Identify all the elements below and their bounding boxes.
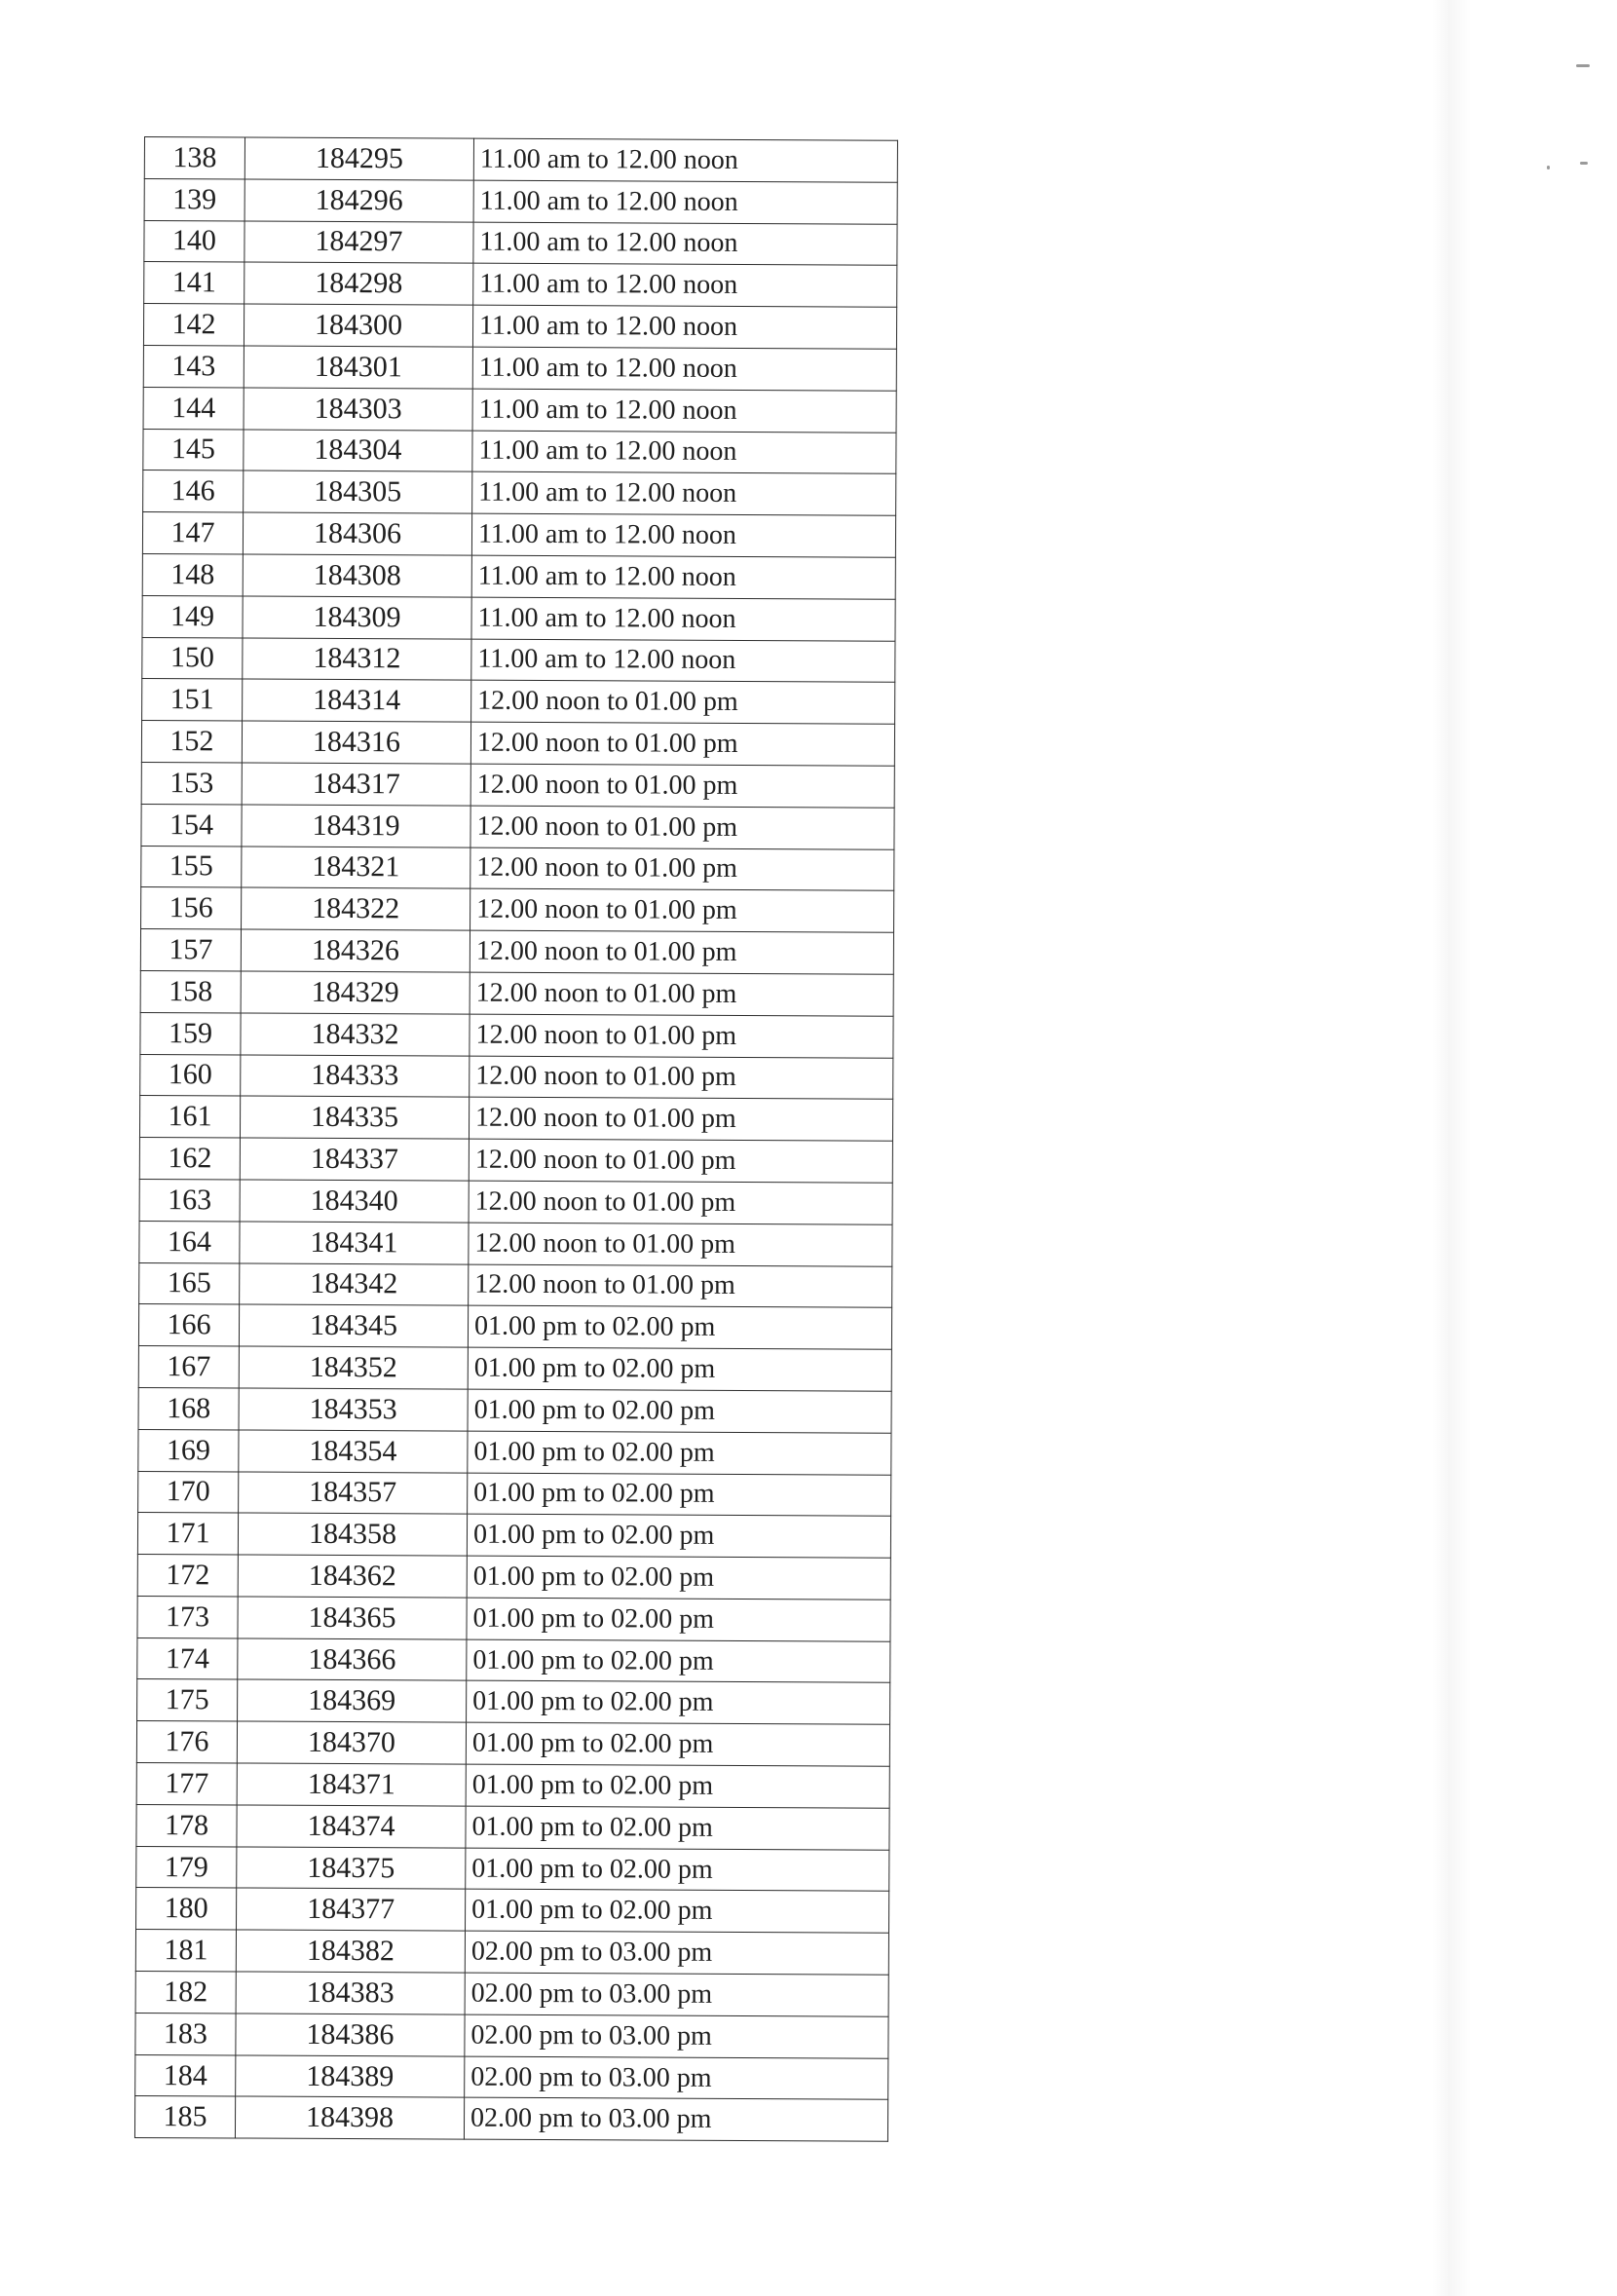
roll-number-cell: 184301 bbox=[244, 346, 472, 389]
roll-number-cell: 184314 bbox=[243, 679, 471, 722]
roll-number-cell: 184304 bbox=[244, 430, 472, 472]
table-row bbox=[135, 1972, 888, 2017]
table-row bbox=[136, 1721, 889, 1767]
serial-number-cell: 159 bbox=[140, 1012, 241, 1054]
serial-number-cell: 146 bbox=[143, 470, 244, 512]
serial-number-cell: 151 bbox=[142, 679, 243, 721]
roll-number-cell: 184300 bbox=[244, 304, 472, 347]
serial-number-cell: 179 bbox=[136, 1846, 237, 1888]
table-row bbox=[138, 1304, 891, 1350]
table-row bbox=[141, 721, 894, 767]
schedule-table-container bbox=[134, 136, 898, 2142]
table-row bbox=[144, 178, 897, 224]
roll-number-cell: 184352 bbox=[239, 1346, 468, 1389]
time-slot-cell: 11.00 am to 12.00 noon bbox=[473, 222, 897, 266]
time-slot-cell: 12.00 noon to 01.00 pm bbox=[469, 1223, 892, 1266]
time-slot-cell: 01.00 pm to 02.00 pm bbox=[466, 1890, 889, 1934]
serial-number-cell: 178 bbox=[136, 1804, 237, 1846]
time-slot-cell: 01.00 pm to 02.00 pm bbox=[466, 1722, 889, 1766]
table-row bbox=[142, 553, 895, 599]
time-slot-cell: 11.00 am to 12.00 noon bbox=[472, 431, 896, 474]
roll-number-cell: 184298 bbox=[244, 262, 473, 305]
roll-number-cell: 184369 bbox=[238, 1679, 467, 1722]
serial-number-cell: 169 bbox=[138, 1429, 239, 1471]
roll-number-cell: 184329 bbox=[241, 971, 470, 1014]
table-row bbox=[137, 1679, 890, 1725]
serial-number-cell: 185 bbox=[134, 2096, 235, 2138]
table-row bbox=[143, 345, 896, 391]
roll-number-cell: 184386 bbox=[236, 2014, 465, 2056]
serial-number-cell: 148 bbox=[142, 553, 243, 595]
roll-number-cell: 184322 bbox=[242, 887, 470, 930]
serial-number-cell: 141 bbox=[144, 262, 244, 304]
serial-number-cell: 157 bbox=[140, 929, 241, 971]
table-row bbox=[139, 1221, 892, 1266]
table-row bbox=[137, 1555, 890, 1600]
serial-number-cell: 150 bbox=[142, 637, 243, 679]
serial-number-cell: 154 bbox=[141, 804, 242, 846]
time-slot-cell: 12.00 noon to 01.00 pm bbox=[470, 972, 893, 1016]
table-row bbox=[139, 1179, 892, 1224]
roll-number-cell: 184354 bbox=[239, 1430, 468, 1473]
table-row bbox=[134, 2096, 887, 2142]
time-slot-cell: 12.00 noon to 01.00 pm bbox=[469, 1264, 892, 1308]
time-slot-cell: 12.00 noon to 01.00 pm bbox=[469, 1139, 892, 1183]
table-row bbox=[140, 929, 893, 975]
time-slot-cell: 12.00 noon to 01.00 pm bbox=[470, 764, 894, 808]
table-row bbox=[136, 1763, 889, 1809]
table-row bbox=[138, 1346, 891, 1392]
time-slot-cell: 12.00 noon to 01.00 pm bbox=[470, 847, 894, 891]
roll-number-cell: 184366 bbox=[238, 1638, 467, 1681]
roll-number-cell: 184309 bbox=[243, 596, 471, 639]
time-slot-cell: 01.00 pm to 02.00 pm bbox=[466, 1848, 889, 1892]
time-slot-cell: 12.00 noon to 01.00 pm bbox=[469, 1097, 892, 1141]
table-row bbox=[137, 1637, 890, 1683]
time-slot-cell: 11.00 am to 12.00 noon bbox=[473, 180, 897, 224]
scan-speck bbox=[1576, 64, 1590, 67]
serial-number-cell: 184 bbox=[135, 2054, 236, 2096]
time-slot-cell: 12.00 noon to 01.00 pm bbox=[470, 930, 893, 974]
roll-number-cell: 184353 bbox=[239, 1388, 468, 1431]
table-row bbox=[139, 1262, 892, 1308]
roll-number-cell: 184333 bbox=[241, 1055, 470, 1098]
roll-number-cell: 184382 bbox=[236, 1930, 465, 1973]
serial-number-cell: 161 bbox=[139, 1096, 240, 1138]
serial-number-cell: 144 bbox=[143, 387, 244, 429]
time-slot-cell: 11.00 am to 12.00 noon bbox=[473, 138, 897, 182]
time-slot-cell: 01.00 pm to 02.00 pm bbox=[466, 1806, 889, 1850]
serial-number-cell: 153 bbox=[141, 762, 242, 804]
roll-number-cell: 184306 bbox=[243, 512, 471, 555]
table-row bbox=[141, 846, 894, 891]
roll-number-cell: 184341 bbox=[240, 1222, 469, 1264]
roll-number-cell: 184365 bbox=[238, 1597, 467, 1639]
serial-number-cell: 176 bbox=[136, 1721, 237, 1763]
table-row bbox=[143, 304, 896, 350]
table-row bbox=[136, 1846, 889, 1892]
roll-number-cell: 184357 bbox=[239, 1471, 468, 1514]
time-slot-cell: 12.00 noon to 01.00 pm bbox=[470, 1014, 893, 1058]
time-slot-cell: 12.00 noon to 01.00 pm bbox=[469, 1181, 892, 1224]
serial-number-cell: 155 bbox=[141, 846, 242, 887]
time-slot-cell: 11.00 am to 12.00 noon bbox=[471, 555, 895, 599]
scan-speck bbox=[1547, 166, 1550, 169]
roll-number-cell: 184383 bbox=[236, 1972, 465, 2014]
table-row bbox=[139, 1096, 892, 1142]
table-row bbox=[143, 470, 896, 516]
roll-number-cell: 184375 bbox=[237, 1847, 466, 1890]
roll-number-cell: 184308 bbox=[243, 554, 471, 597]
roll-number-cell: 184303 bbox=[244, 388, 472, 431]
table-row bbox=[136, 1888, 889, 1934]
table-row bbox=[143, 387, 896, 433]
schedule-table bbox=[134, 136, 898, 2142]
table-row bbox=[144, 262, 897, 308]
roll-number-cell: 184370 bbox=[237, 1721, 466, 1764]
roll-number-cell: 184389 bbox=[236, 2055, 465, 2098]
roll-number-cell: 184358 bbox=[238, 1513, 467, 1556]
time-slot-cell: 01.00 pm to 02.00 pm bbox=[468, 1389, 891, 1433]
serial-number-cell: 177 bbox=[136, 1763, 237, 1805]
roll-number-cell: 184321 bbox=[242, 847, 470, 889]
roll-number-cell: 184305 bbox=[244, 470, 472, 513]
serial-number-cell: 183 bbox=[135, 2013, 236, 2054]
serial-number-cell: 138 bbox=[144, 137, 244, 179]
serial-number-cell: 139 bbox=[144, 178, 244, 220]
roll-number-cell: 184342 bbox=[240, 1263, 469, 1306]
time-slot-cell: 01.00 pm to 02.00 pm bbox=[467, 1639, 890, 1683]
roll-number-cell: 184332 bbox=[241, 1013, 470, 1056]
scan-speck bbox=[1580, 162, 1588, 165]
roll-number-cell: 184345 bbox=[239, 1304, 468, 1347]
table-row bbox=[135, 1930, 888, 1976]
time-slot-cell: 11.00 am to 12.00 noon bbox=[471, 513, 895, 557]
roll-number-cell: 184312 bbox=[243, 638, 471, 681]
table-row bbox=[138, 1387, 891, 1433]
time-slot-cell: 01.00 pm to 02.00 pm bbox=[467, 1681, 890, 1725]
serial-number-cell: 158 bbox=[140, 970, 241, 1012]
table-row bbox=[140, 1054, 893, 1100]
table-row bbox=[142, 637, 895, 683]
roll-number-cell: 184340 bbox=[240, 1180, 469, 1223]
serial-number-cell: 174 bbox=[137, 1637, 238, 1679]
table-row bbox=[137, 1596, 890, 1641]
table-row bbox=[142, 679, 895, 725]
table-row bbox=[140, 970, 893, 1016]
time-slot-cell: 12.00 noon to 01.00 pm bbox=[470, 888, 894, 932]
time-slot-cell: 02.00 pm to 03.00 pm bbox=[464, 2098, 887, 2142]
serial-number-cell: 180 bbox=[136, 1888, 237, 1930]
serial-number-cell: 181 bbox=[135, 1930, 236, 1972]
time-slot-cell: 11.00 am to 12.00 noon bbox=[473, 264, 897, 308]
table-row bbox=[138, 1429, 891, 1475]
time-slot-cell: 01.00 pm to 02.00 pm bbox=[468, 1431, 891, 1475]
serial-number-cell: 172 bbox=[137, 1555, 238, 1597]
roll-number-cell: 184319 bbox=[242, 805, 470, 847]
serial-number-cell: 163 bbox=[139, 1179, 240, 1221]
table-row bbox=[144, 220, 897, 266]
roll-number-cell: 184295 bbox=[244, 137, 473, 180]
serial-number-cell: 167 bbox=[138, 1346, 239, 1388]
serial-number-cell: 152 bbox=[141, 721, 242, 763]
roll-number-cell: 184316 bbox=[242, 721, 470, 764]
serial-number-cell: 164 bbox=[139, 1221, 240, 1262]
serial-number-cell: 173 bbox=[137, 1596, 238, 1637]
time-slot-cell: 02.00 pm to 03.00 pm bbox=[465, 2014, 888, 2058]
table-row bbox=[141, 887, 894, 933]
serial-number-cell: 170 bbox=[138, 1471, 239, 1513]
roll-number-cell: 184335 bbox=[240, 1096, 469, 1139]
table-row bbox=[142, 595, 895, 641]
time-slot-cell: 11.00 am to 12.00 noon bbox=[472, 389, 896, 433]
serial-number-cell: 162 bbox=[139, 1138, 240, 1180]
serial-number-cell: 142 bbox=[143, 304, 244, 346]
serial-number-cell: 168 bbox=[138, 1387, 239, 1429]
table-row bbox=[143, 429, 896, 474]
time-slot-cell: 12.00 noon to 01.00 pm bbox=[470, 806, 894, 849]
time-slot-cell: 12.00 noon to 01.00 pm bbox=[471, 681, 895, 725]
time-slot-cell: 02.00 pm to 03.00 pm bbox=[465, 2056, 888, 2100]
table-row bbox=[140, 1012, 893, 1058]
serial-number-cell: 143 bbox=[143, 345, 244, 387]
roll-number-cell: 184371 bbox=[237, 1763, 466, 1806]
time-slot-cell: 02.00 pm to 03.00 pm bbox=[465, 1973, 888, 2016]
time-slot-cell: 11.00 am to 12.00 noon bbox=[472, 472, 896, 516]
roll-number-cell: 184317 bbox=[242, 763, 470, 806]
time-slot-cell: 11.00 am to 12.00 noon bbox=[471, 597, 895, 641]
time-slot-cell: 02.00 pm to 03.00 pm bbox=[465, 1931, 888, 1975]
serial-number-cell: 140 bbox=[144, 220, 244, 262]
table-row bbox=[135, 2054, 888, 2100]
table-row bbox=[138, 1471, 891, 1517]
table-row bbox=[141, 762, 894, 808]
time-slot-cell: 01.00 pm to 02.00 pm bbox=[467, 1514, 890, 1558]
roll-number-cell: 184362 bbox=[238, 1555, 467, 1598]
roll-number-cell: 184398 bbox=[235, 2096, 464, 2139]
time-slot-cell: 11.00 am to 12.00 noon bbox=[472, 305, 896, 349]
time-slot-cell: 12.00 noon to 01.00 pm bbox=[470, 1056, 893, 1100]
time-slot-cell: 01.00 pm to 02.00 pm bbox=[468, 1473, 891, 1517]
serial-number-cell: 175 bbox=[137, 1679, 238, 1721]
time-slot-cell: 01.00 pm to 02.00 pm bbox=[468, 1305, 891, 1349]
roll-number-cell: 184296 bbox=[244, 179, 473, 222]
time-slot-cell: 11.00 am to 12.00 noon bbox=[471, 639, 895, 683]
table-row bbox=[141, 804, 894, 849]
table-row bbox=[139, 1138, 892, 1184]
table-row bbox=[136, 1804, 889, 1850]
table-row bbox=[135, 2013, 888, 2058]
serial-number-cell: 166 bbox=[138, 1304, 239, 1346]
table-row bbox=[142, 512, 895, 558]
roll-number-cell: 184377 bbox=[237, 1888, 466, 1931]
time-slot-cell: 01.00 pm to 02.00 pm bbox=[467, 1556, 890, 1600]
serial-number-cell: 165 bbox=[139, 1262, 240, 1304]
serial-number-cell: 160 bbox=[140, 1054, 241, 1096]
time-slot-cell: 01.00 pm to 02.00 pm bbox=[467, 1598, 890, 1641]
serial-number-cell: 149 bbox=[142, 595, 243, 637]
roll-number-cell: 184326 bbox=[241, 929, 470, 972]
serial-number-cell: 145 bbox=[143, 429, 244, 470]
serial-number-cell: 147 bbox=[142, 512, 243, 554]
table-row bbox=[137, 1513, 890, 1559]
time-slot-cell: 12.00 noon to 01.00 pm bbox=[470, 722, 894, 766]
schedule-table-body bbox=[134, 137, 897, 2142]
roll-number-cell: 184297 bbox=[244, 221, 473, 264]
scan-edge-shadow bbox=[1432, 0, 1471, 2296]
roll-number-cell: 184374 bbox=[237, 1805, 466, 1848]
table-row bbox=[144, 137, 897, 183]
time-slot-cell: 01.00 pm to 02.00 pm bbox=[468, 1347, 891, 1391]
time-slot-cell: 11.00 am to 12.00 noon bbox=[472, 347, 896, 391]
time-slot-cell: 01.00 pm to 02.00 pm bbox=[466, 1764, 889, 1808]
serial-number-cell: 171 bbox=[137, 1513, 238, 1555]
serial-number-cell: 156 bbox=[141, 887, 242, 929]
roll-number-cell: 184337 bbox=[240, 1138, 469, 1181]
serial-number-cell: 182 bbox=[135, 1972, 236, 2014]
